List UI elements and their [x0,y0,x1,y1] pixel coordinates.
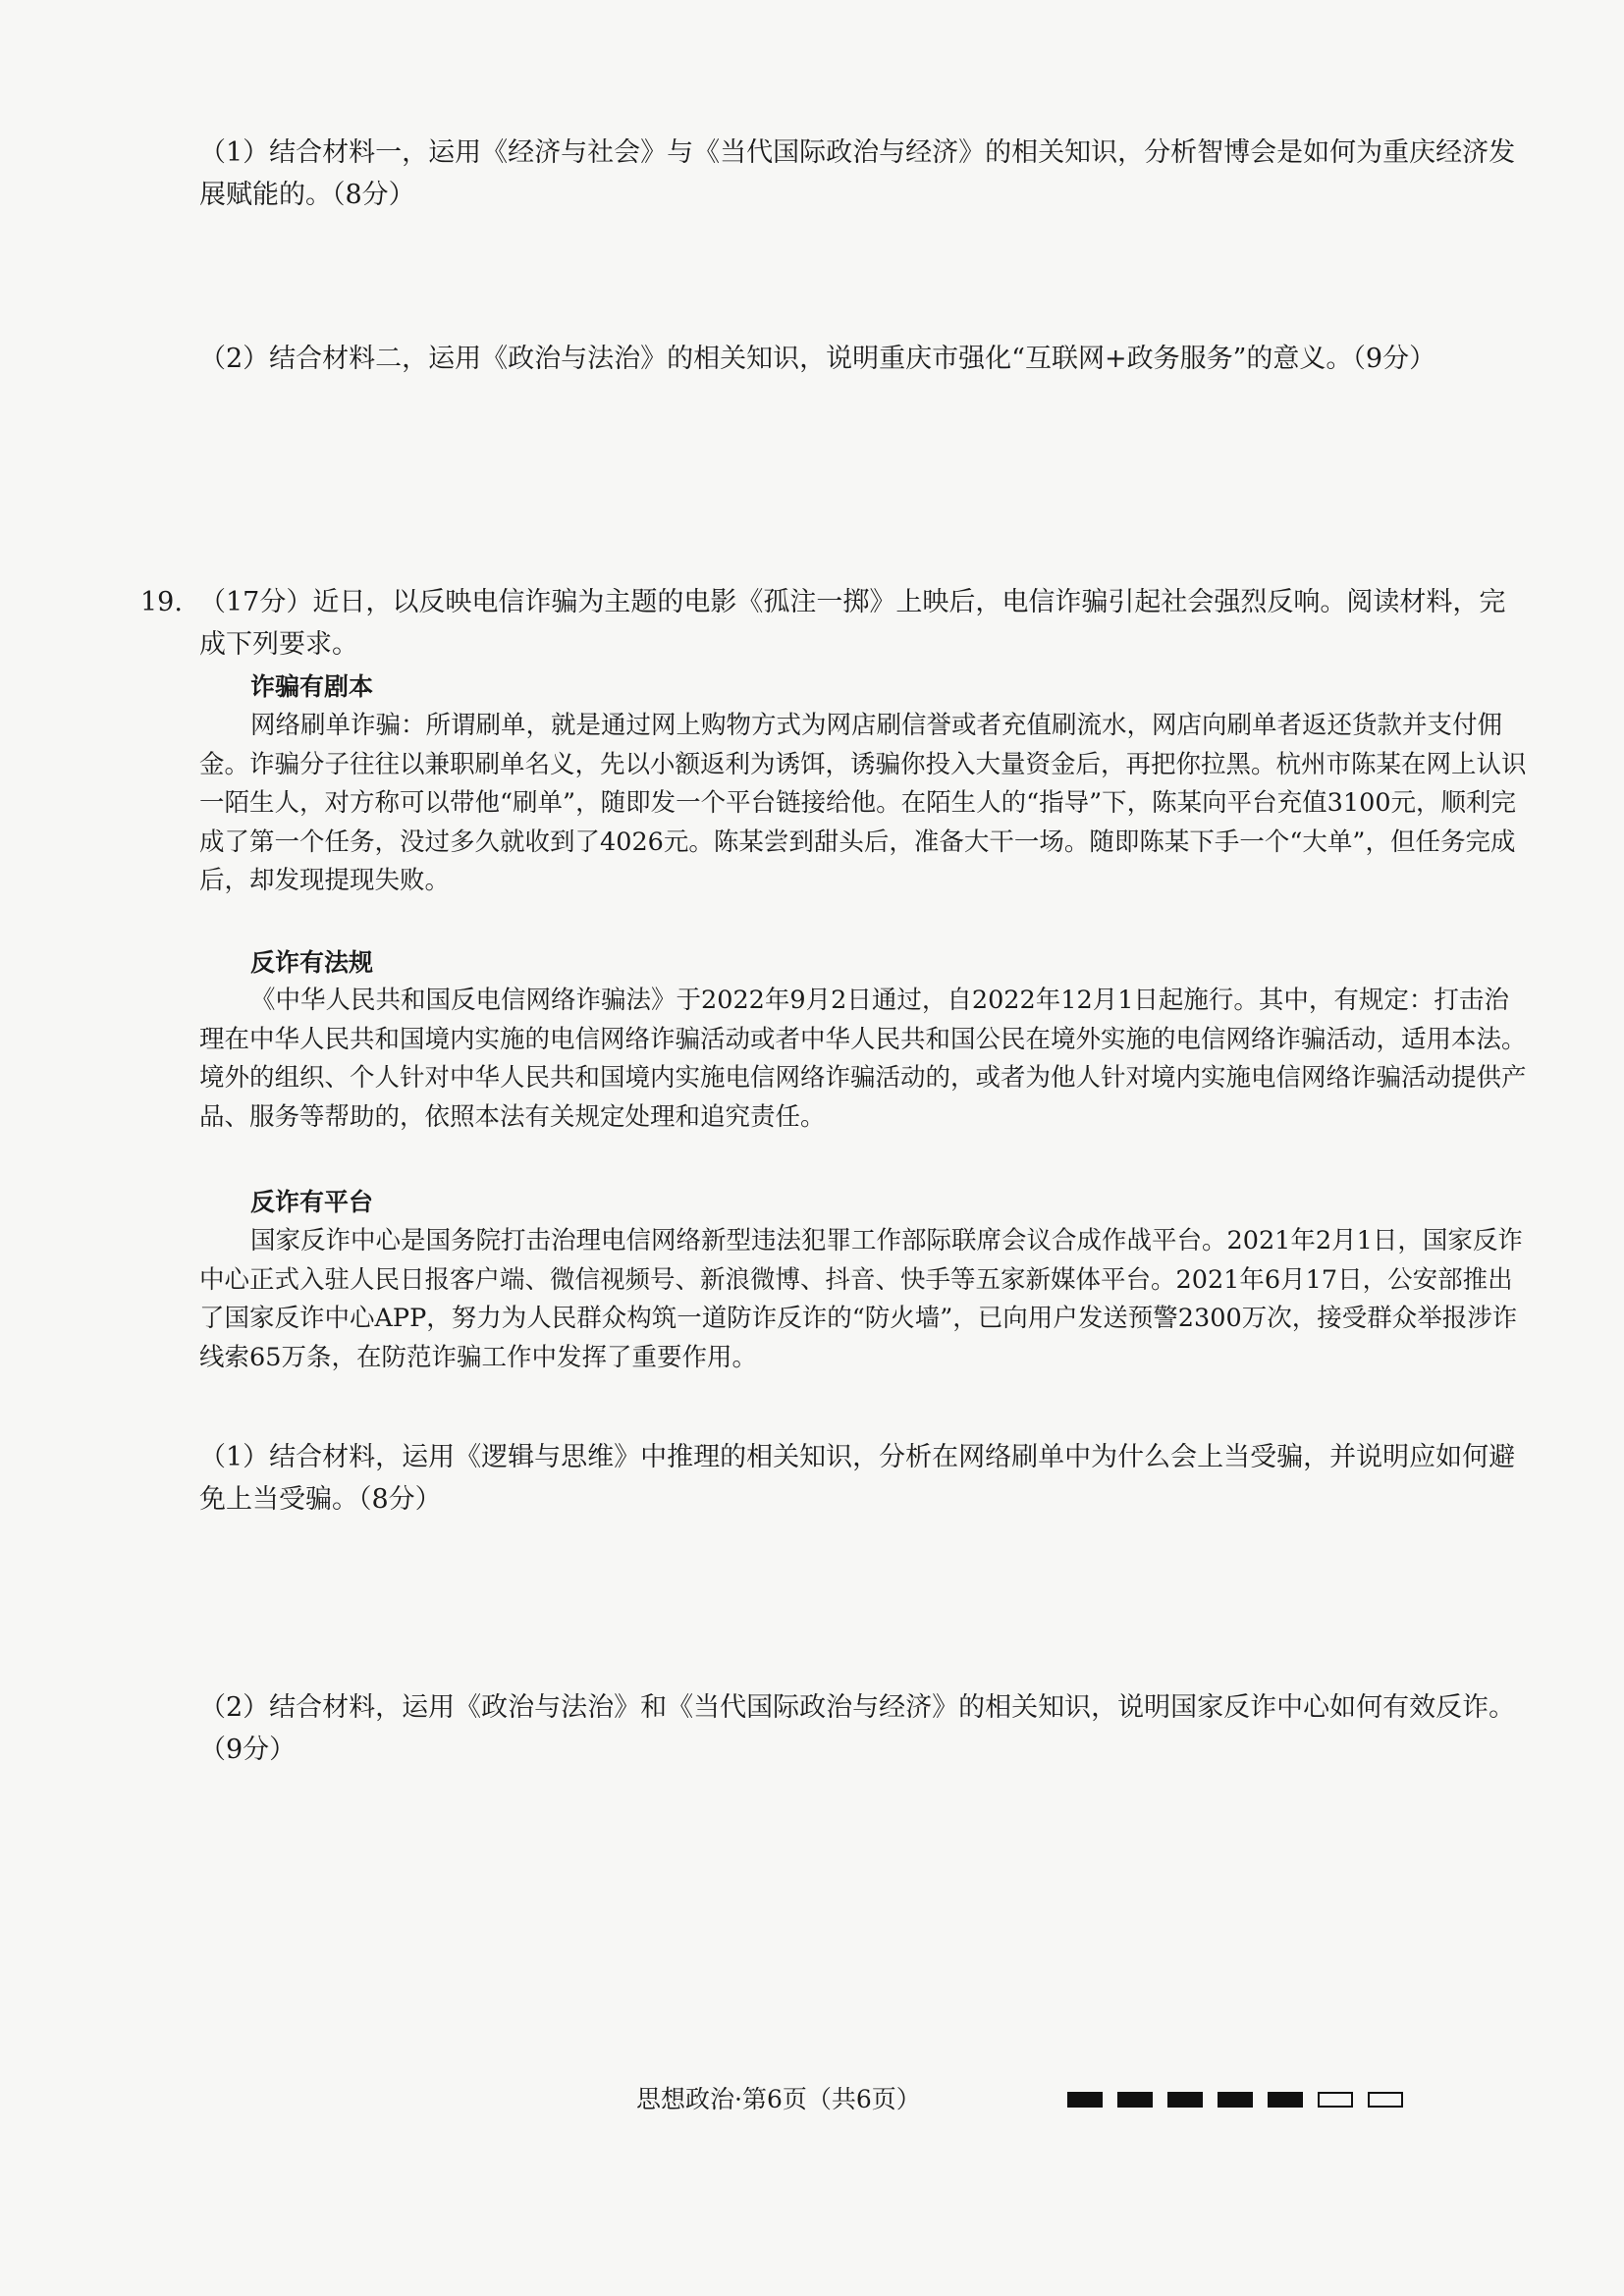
section-title-anti-fraud-platform: 反诈有平台 [250,1188,374,1216]
q18-part2: （2）结合材料二，运用《政治与法治》的相关知识，说明重庆市强化“互联网+政务服务”的意义。（9分） [199,344,1436,374]
scan-mark-empty [1318,2092,1353,2108]
scan-mark-filled [1167,2092,1203,2108]
scan-mark-filled [1268,2092,1303,2108]
section-text-anti-fraud-platform: 国家反诈中心是国务院打击治理电信网络新型违法犯罪工作部际联席会议合成作战平台。2021年2月1日，国家反诈中心正式入驻人民日报客户端、微信视频号、新浪微博、抖音、快手等五家新媒体平台。2021年6月17日，公安部推出了国家反诈中心APP，努力为人民群众构筑一道防诈反诈的“防火墙”，已向用户发送预警2300万次，接受群众举报涉诈线索65万条，在防范诈骗工作中发挥了重要作用。 [199,1226,1523,1372]
scan-marks [1067,2092,1403,2108]
scan-mark-filled [1218,2092,1253,2108]
scan-mark-empty [1368,2092,1403,2108]
section-text-scam-script: 网络刷单诈骗：所谓刷单，就是通过网上购物方式为网店刷信誉或者充值刷流水，网店向刷单者返还货款并支付佣金。诈骗分子往往以兼职刷单名义，先以小额返利为诱饵，诱骗你投入大量资金后，再把你拉黑。杭州市陈某在网上认识一陌生人，对方称可以带他“刷单”，随即发一个平台链接给他。在陌生人的“指导”下，陈某向平台充值3100元，顺利完成了第一个任务，没过多久就收到了4026元。陈某尝到甜头后，准备大干一场。随即陈某下手一个“大单”，但任务完成后，却发现提现失败。 [199,711,1527,896]
section-text-anti-fraud-law: 《中华人民共和国反电信网络诈骗法》于2022年9月2日通过，自2022年12月1日起施行。其中，有规定：打击治理在中华人民共和国境内实施的电信网络诈骗活动或者中华人民共和国公民在境外实施的电信网络诈骗活动，适用本法。境外的组织、个人针对中华人民共和国境内实施电信网络诈骗活动的，或者为他人针对境内实施电信网络诈骗活动提供产品、服务等帮助的，依照本法有关规定处理和追究责任。 [199,986,1527,1132]
q19-part1: （1）结合材料，运用《逻辑与思维》中推理的相关知识，分析在网络刷单中为什么会上当受骗，并说明应如何避免上当受骗。（8分） [199,1442,1516,1515]
page-number-label: 思想政治·第6页（共6页） [636,2085,921,2113]
scan-mark-filled [1067,2092,1103,2108]
q19-part2: （2）结合材料，运用《政治与法治》和《当代国际政治与经济》的相关知识，说明国家反诈中心如何有效反诈。（9分） [199,1692,1516,1765]
section-title-scam-script: 诈骗有剧本 [250,672,374,701]
q19-intro: （17分）近日，以反映电信诈骗为主题的电影《孤注一掷》上映后，电信诈骗引起社会强烈反响。阅读材料，完成下列要求。 [199,587,1506,660]
scan-mark-filled [1117,2092,1153,2108]
section-title-anti-fraud-law: 反诈有法规 [250,948,374,977]
q18-part1: （1）结合材料一，运用《经济与社会》与《当代国际政治与经济》的相关知识，分析智博会是如何为重庆经济发展赋能的。（8分） [199,137,1516,210]
q19-number: 19. [140,587,183,617]
